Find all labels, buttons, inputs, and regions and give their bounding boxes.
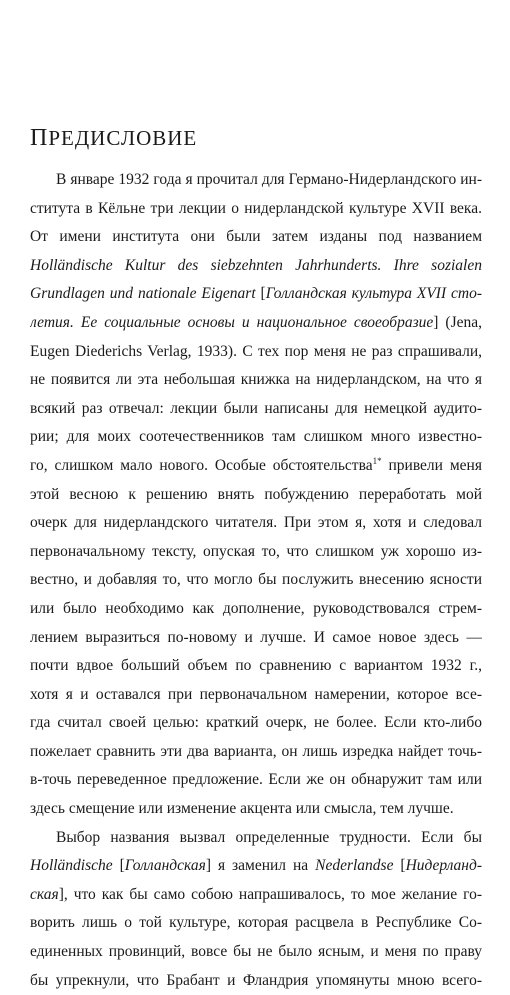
heading-rest: РЕДИСЛОВИЕ xyxy=(48,126,198,150)
line-text: В январе 1932 года я прочитал для Германо-Нидерландского ин- xyxy=(56,171,482,188)
line-text: или было необходимо как дополнение, руководствовался стрем- xyxy=(30,599,482,617)
line-text: здесь смещение или изменение акцента или смысла, тем лучше. xyxy=(30,800,454,818)
line-text: этой весною к решению внять побуждению переработать мой xyxy=(30,485,482,503)
term-italic: Holländische xyxy=(30,857,113,875)
line-text: [ xyxy=(393,857,406,875)
text-line xyxy=(30,309,482,338)
text-line xyxy=(30,681,482,710)
line-text: го, слишком мало нового. Особые обстоятельства xyxy=(30,456,373,474)
line-text: ститута в Кёльне три лекции о нидерландской культуре XVII века. xyxy=(30,199,482,217)
translated-title-italic: Голландская культура XVII сто- xyxy=(265,285,482,303)
line-text: всякий раз отвечал: лекции были написаны для немецкой аудито- xyxy=(30,399,482,417)
line-text: ], что как бы само собою напрашивалось, то мое желание го- xyxy=(58,885,482,903)
text-line xyxy=(30,652,482,681)
line-text: единенных провинций, вовсе бы не было ясным, и меня по праву xyxy=(30,943,482,961)
line-text: Выбор названия вызвал определенные трудности. Если бы xyxy=(56,828,482,846)
text-line xyxy=(30,738,482,767)
text-line xyxy=(30,938,482,967)
translated-title-italic: летия. Ее социальные основы и национальное своеобразие xyxy=(30,313,434,331)
line-text: не появится ли эта небольшая книжка на нидерландском, на что я xyxy=(30,371,482,389)
text-line xyxy=(30,538,482,567)
line-text: очерк для нидерландского читателя. При этом я, хотя и следовал xyxy=(30,514,482,532)
line-text: рии; для моих соотечественников там слишком много известно- xyxy=(30,428,482,446)
line-text: Eugen Diederichs Verlag, 1933). С тех пор меня не раз спрашивали, xyxy=(30,342,482,360)
line-text: [ xyxy=(255,285,266,303)
line-text: первоначальному тексту, опуская то, что слишком уж хорошо из- xyxy=(30,542,482,560)
footnote-marker[interactable]: 1* xyxy=(372,455,382,466)
heading-initial: П xyxy=(30,125,49,151)
text-line xyxy=(30,881,482,910)
text-line xyxy=(30,766,482,795)
book-title-italic: Grundlagen und nationale Eigenart xyxy=(30,285,256,303)
text-line xyxy=(30,195,482,224)
line-text: ворить лишь о той культуре, которая расцвела в Республике Со- xyxy=(30,914,482,932)
text-line xyxy=(30,452,482,481)
term-italic: Голландская xyxy=(124,857,206,875)
book-title-italic: Holländische Kultur des siebzehnten Jahrhunderts. Ihre sozialen xyxy=(30,256,482,274)
text-line xyxy=(30,223,482,252)
line-text: хотя я и оставался при первоначальном намерении, которое все- xyxy=(30,685,482,703)
term-italic: Nederlandse xyxy=(315,857,394,875)
line-text: привели меня xyxy=(381,456,482,474)
line-text: гда считал своей целью: краткий очерк, не более. Если кто-либо xyxy=(30,714,482,732)
text-line xyxy=(30,595,482,624)
text-line xyxy=(30,166,482,195)
text-line xyxy=(30,909,482,938)
text-line xyxy=(30,395,482,424)
text-line xyxy=(30,423,482,452)
line-text: почти вдвое больший объем по сравнению с вариантом 1932 г., xyxy=(30,657,482,675)
body-text xyxy=(30,166,482,995)
text-line xyxy=(30,967,482,995)
text-line xyxy=(30,338,482,367)
line-text: бы упрекнули, что Брабант и Фландрия упомянуты мною всего- xyxy=(30,971,482,989)
text-line xyxy=(30,509,482,538)
text-line xyxy=(30,709,482,738)
line-text: ] я заменил на xyxy=(205,857,316,875)
term-italic: ская xyxy=(30,885,59,903)
line-text: в-точь переведенное предложение. Если же он обнаружит там или xyxy=(30,771,482,789)
text-line xyxy=(30,824,482,853)
text-line xyxy=(30,481,482,510)
line-text: [ xyxy=(112,857,125,875)
text-line xyxy=(30,566,482,595)
line-text: вестно, и добавляя то, что могло бы послужить внесению ясности xyxy=(30,571,482,589)
text-line xyxy=(30,366,482,395)
term-italic: Нидерланд- xyxy=(405,857,482,875)
text-line xyxy=(30,280,482,309)
line-text: лением выразиться по-новому и лучше. И самое новое здесь — xyxy=(30,628,482,646)
line-text: пожелает сравнить эти два варианта, он лишь изредка найдет точь- xyxy=(30,742,482,760)
text-line xyxy=(30,852,482,881)
text-line xyxy=(30,252,482,281)
text-line xyxy=(30,795,482,824)
line-text: От имени института они были затем изданы под названием xyxy=(30,228,482,246)
text-line xyxy=(30,624,482,653)
line-text: ] (Jena, xyxy=(433,313,482,331)
chapter-heading xyxy=(30,126,197,150)
